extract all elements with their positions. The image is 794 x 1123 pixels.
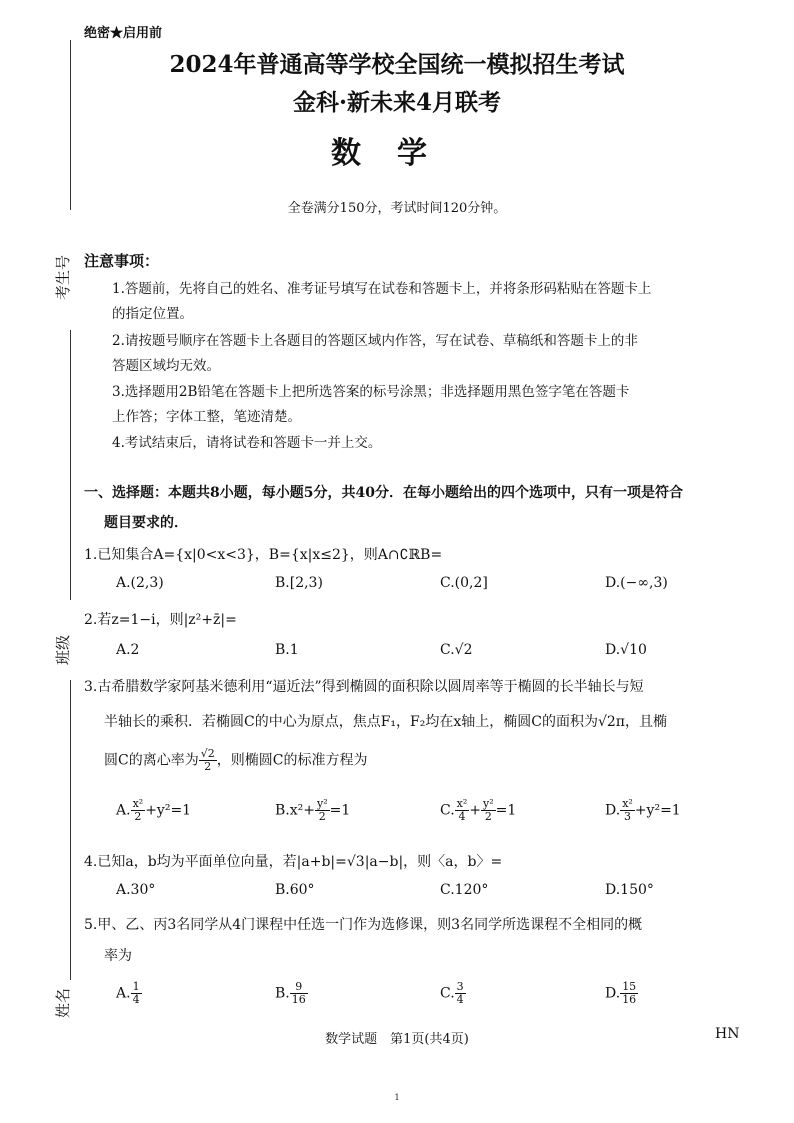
q2-option-d: D.√10 — [605, 642, 647, 658]
q3-eccentricity-fraction — [199, 748, 217, 773]
frac-numerator: x² — [132, 797, 144, 810]
section1-heading: 一、选择题：本题共8小题，每小题5分，共40分．在每小题给出的四个选项中，只有一项是符合 — [84, 485, 683, 501]
frac-denominator: 2 — [484, 810, 492, 823]
q3-option-d — [605, 798, 681, 823]
note-line: 答题区域均无效。 — [112, 358, 220, 374]
frac-denominator: 4 — [132, 993, 140, 1006]
frac-numerator: y² — [316, 797, 328, 810]
frac-denominator: 2 — [134, 810, 142, 823]
frac-numerator: 1 — [132, 980, 140, 993]
side-label-class: 班级 — [54, 634, 72, 665]
opt-fraction — [455, 798, 470, 823]
q3-option-c — [440, 798, 516, 823]
q4-option-d: D.150° — [605, 882, 654, 898]
q3-line3-text: 圆C的离心率为 — [104, 752, 199, 769]
page-footer: 数学试题 第1页(共4页) — [325, 1032, 469, 1047]
opt-rest: +y²=1 — [634, 802, 681, 819]
opt-rest: +y²=1 — [145, 802, 192, 819]
q1-option-b: B.[2,3) — [275, 575, 323, 591]
q5-stem-line2: 率为 — [104, 948, 132, 964]
opt-mid: + — [469, 802, 482, 819]
secret-label: 绝密★启用前 — [84, 26, 163, 41]
q3-option-b — [275, 798, 350, 823]
section1-heading-cont: 题目要求的． — [104, 515, 188, 531]
exam-title-line1: 2024年普通高等学校全国统一模拟招生考试 — [169, 51, 625, 78]
frac-numerator: y² — [483, 797, 494, 810]
opt-label: A. — [116, 985, 131, 1002]
opt-fraction — [620, 981, 638, 1006]
opt-label: C. — [440, 802, 455, 819]
q1-option-d: D.(−∞,3) — [605, 575, 668, 591]
note-line: 上作答；字体工整，笔迹清楚。 — [112, 409, 301, 425]
q5-option-a — [116, 981, 142, 1006]
q2-stem: 2.若z=1−i，则|z²+z̄|= — [84, 612, 237, 628]
side-label-name: 姓名 — [54, 987, 72, 1018]
frac-numerator: √2 — [200, 747, 215, 760]
opt-fraction — [290, 981, 308, 1006]
q3-line3-text: ，则椭圆C的标准方程为 — [216, 752, 368, 769]
q5-stem-line1: 5.甲、乙、丙3名同学从4门课程中任选一门作为选修课，则3名同学所选课程不全相同的概 — [84, 917, 643, 933]
q3-stem-line3 — [104, 748, 367, 773]
frac-numerator: x² — [622, 797, 633, 810]
frac-denominator: 2 — [204, 760, 212, 773]
q4-stem: 4.已知a，b均为平面单位向量，若|a+b|=√3|a−b|，则〈a，b〉= — [84, 854, 503, 870]
frac-denominator: 4 — [458, 810, 466, 823]
opt-label: A. — [116, 802, 131, 819]
q4-option-b: B.60° — [275, 882, 315, 898]
q3-option-a — [116, 798, 191, 823]
q5-option-c — [440, 981, 466, 1006]
binding-line-low — [70, 680, 71, 980]
frac-numerator: 15 — [622, 980, 637, 993]
opt-fraction — [131, 798, 146, 823]
q5-option-b — [275, 981, 308, 1006]
note-line: 1.答题前，先将自己的姓名、准考证号填写在试卷和答题卡上，并将条形码粘贴在答题卡上 — [112, 281, 652, 297]
page-number: 1 — [394, 1093, 400, 1102]
opt-label: D. — [605, 985, 621, 1002]
opt-fraction — [315, 798, 330, 823]
frac-denominator: 4 — [456, 993, 464, 1006]
opt-rest: =1 — [495, 802, 517, 819]
note-line: 4.考试结束后，请将试卷和答题卡一并上交。 — [112, 435, 382, 451]
note-line: 的指定位置。 — [112, 306, 193, 322]
q2-option-b: B.1 — [275, 642, 299, 658]
frac-numerator: x² — [456, 797, 468, 810]
q1-option-c: C.(0,2] — [440, 575, 488, 591]
q2-option-c: C.√2 — [440, 642, 473, 658]
q5-option-d — [605, 981, 638, 1006]
opt-fraction — [131, 981, 142, 1006]
opt-rest: =1 — [329, 802, 351, 819]
opt-label: D. — [605, 802, 621, 819]
opt-fraction — [481, 798, 496, 823]
frac-denominator: 2 — [318, 810, 326, 823]
opt-fraction — [455, 981, 466, 1006]
q4-option-c: C.120° — [440, 882, 489, 898]
opt-label: B.x²+ — [275, 802, 315, 819]
exam-title-line2: 金科·新未来4月联考 — [292, 89, 501, 116]
exam-info: 全卷满分150分，考试时间120分钟。 — [287, 201, 507, 216]
frac-denominator: 16 — [622, 993, 637, 1006]
notes-heading: 注意事项： — [84, 252, 160, 270]
note-line: 2.请按题号顺序在答题卡上各题目的答题区域内作答，写在试卷、草稿纸和答题卡上的非 — [112, 333, 638, 349]
opt-fraction — [620, 798, 635, 823]
frac-denominator: 3 — [624, 810, 631, 823]
frac-numerator: 3 — [456, 980, 464, 993]
region-code: HN — [715, 1026, 740, 1042]
subject-title: 数学 — [331, 136, 463, 171]
q3-stem-line1: 3.古希腊数学家阿基米德利用“逼近法”得到椭圆的面积除以圆周率等于椭圆的长半轴长与短 — [84, 679, 644, 695]
opt-label: C. — [440, 985, 455, 1002]
side-label-exam-no: 考生号 — [54, 254, 72, 300]
opt-label: B. — [275, 985, 290, 1002]
q2-option-a: A.2 — [116, 642, 140, 658]
frac-numerator: 9 — [290, 981, 308, 994]
binding-line-mid — [70, 330, 71, 600]
q1-option-a: A.(2,3) — [116, 575, 164, 591]
note-line: 3.选择题用2B铅笔在答题卡上把所选答案的标号涂黑；非选择题用黑色签字笔在答题卡 — [112, 384, 630, 400]
frac-denominator: 16 — [291, 993, 306, 1006]
q1-stem: 1.已知集合A={x|0<x<3}，B={x|x≤2}，则A∩∁ℝB= — [84, 547, 443, 563]
q3-stem-line2: 半轴长的乘积．若椭圆C的中心为原点，焦点F₁，F₂均在x轴上，椭圆C的面积为√2π，且椭 — [104, 714, 667, 730]
q4-option-a: A.30° — [116, 882, 156, 898]
